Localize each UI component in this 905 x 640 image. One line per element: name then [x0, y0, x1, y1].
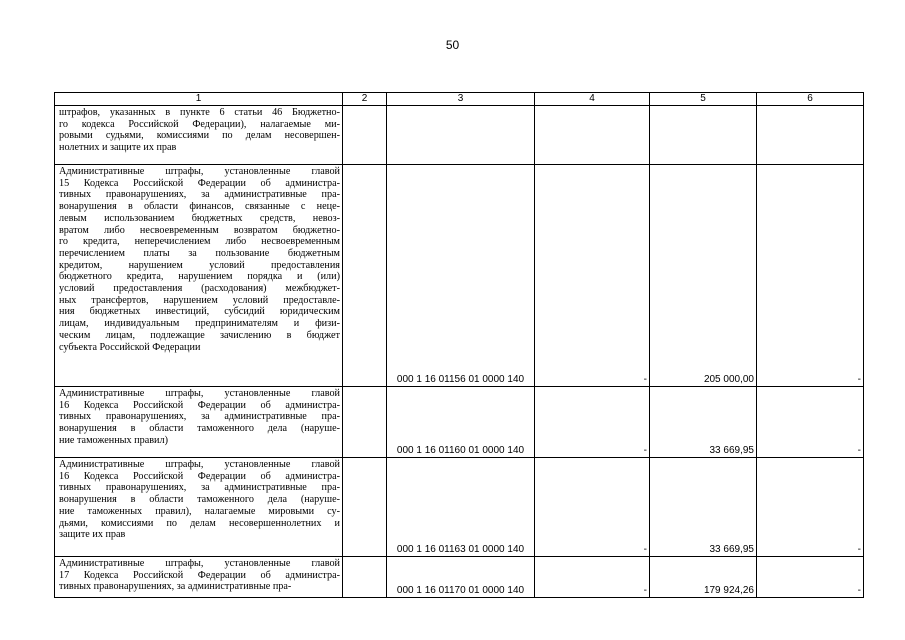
col6-cell: - [757, 387, 864, 458]
description-line: перечислением платы за пользование бюджетным [59, 247, 340, 259]
col4-cell: - [535, 387, 650, 458]
description-line: ние таможенных правил), налагаемые мировыми су- [59, 505, 340, 517]
header-cell: 3 [387, 93, 535, 106]
description-line: тивных правонарушениях, за административные пра- [59, 482, 340, 494]
col6-cell [757, 106, 864, 165]
description-cell [55, 387, 343, 458]
description-line: го кодекса Российской Федерации), налагаемые ми- [59, 118, 340, 130]
description-cell [55, 165, 343, 387]
description-line: 15 Кодекса Российской Федерации об администра- [59, 177, 340, 189]
col2-cell [343, 387, 387, 458]
description-line: Административные штрафы, установленные главой [59, 459, 340, 470]
description-line: защите их прав [59, 529, 126, 541]
description-line: вонарушения в области финансов, связанные с неце- [59, 201, 340, 213]
description-line: ровыми судьями, комиссиями по делам несовершен- [59, 130, 340, 142]
table-row [55, 458, 864, 557]
description-line: тивных правонарушениях, за административные пра- [59, 189, 340, 201]
revenue-table [54, 92, 864, 598]
description-line: нолетних и защите их прав [59, 142, 177, 154]
description-line: ческим лицам, подлежащие зачислению в бюджет [59, 329, 340, 341]
col2-cell [343, 106, 387, 165]
code-cell: 000 1 16 01156 01 0000 140 [387, 165, 535, 387]
description-line: вратом либо несвоевременным возвратом бюджетно- [59, 224, 340, 236]
header-cell: 2 [343, 93, 387, 106]
table-row [55, 387, 864, 458]
description-line: лицам, индивидуальным предпринимателям и физи- [59, 318, 340, 330]
col6-cell: - [757, 165, 864, 387]
table-header-row [55, 93, 864, 106]
amount-cell: 205 000,00 [650, 165, 757, 387]
amount-cell: 33 669,95 [650, 387, 757, 458]
description-line: ние таможенных правил) [59, 434, 168, 446]
description-line: 16 Кодекса Российской Федерации об администра- [59, 399, 340, 411]
description-line: вонарушения в области таможенного дела (наруше- [59, 494, 340, 506]
description-line: субъекта Российской Федерации [59, 341, 201, 353]
header-cell: 6 [757, 93, 864, 106]
col4-cell [535, 106, 650, 165]
col2-cell [343, 458, 387, 557]
description-line: дьями, комиссиями по делам несовершеннолетних и [59, 517, 340, 529]
description-line: го кредита, неперечислением либо несвоевременным [59, 236, 340, 248]
description-line: левым использованием бюджетных средств, невоз- [59, 212, 340, 224]
description-cell [55, 106, 343, 165]
description-line: тивных правонарушениях, за административные пра- [59, 581, 292, 593]
header-cell: 5 [650, 93, 757, 106]
header-cell: 4 [535, 93, 650, 106]
table-row [55, 106, 864, 165]
description-line: тивных правонарушениях, за административные пра- [59, 411, 340, 423]
col2-cell [343, 557, 387, 598]
col4-cell: - [535, 165, 650, 387]
code-cell: 000 1 16 01163 01 0000 140 [387, 458, 535, 557]
description-cell [55, 458, 343, 557]
table-row [55, 557, 864, 598]
description-line: условий предоставления (расходования) межбюджет- [59, 283, 340, 295]
description-line: штрафов, указанных в пункте 6 статьи 46 Бюджетно- [59, 107, 340, 118]
page-number: 50 [445, 38, 460, 52]
description-line: Административные штрафы, установленные главой [59, 166, 340, 177]
col6-cell: - [757, 458, 864, 557]
col4-cell: - [535, 458, 650, 557]
code-cell: 000 1 16 01160 01 0000 140 [387, 387, 535, 458]
description-line: 16 Кодекса Российской Федерации об администра- [59, 470, 340, 482]
table-row [55, 165, 864, 387]
col4-cell: - [535, 557, 650, 598]
col2-cell [343, 165, 387, 387]
description-line: Административные штрафы, установленные главой [59, 558, 340, 569]
code-cell [387, 106, 535, 165]
description-line: ных трансфертов, нарушением условий предоставле- [59, 294, 340, 306]
description-line: 17 Кодекса Российской Федерации об администра- [59, 569, 340, 581]
code-cell: 000 1 16 01170 01 0000 140 [387, 557, 535, 598]
description-cell [55, 557, 343, 598]
description-line: бюджетного кредита, нарушением порядка и (или) [59, 271, 340, 283]
amount-cell: 179 924,26 [650, 557, 757, 598]
col6-cell: - [757, 557, 864, 598]
description-line: вонарушения в области таможенного дела (наруше- [59, 423, 340, 435]
header-cell: 1 [55, 93, 343, 106]
description-line: Административные штрафы, установленные главой [59, 388, 340, 399]
description-line: ния бюджетных инвестиций, субсидий юридическим [59, 306, 340, 318]
amount-cell [650, 106, 757, 165]
amount-cell: 33 669,95 [650, 458, 757, 557]
description-line: кредитом, нарушением условий предоставления [59, 259, 340, 271]
